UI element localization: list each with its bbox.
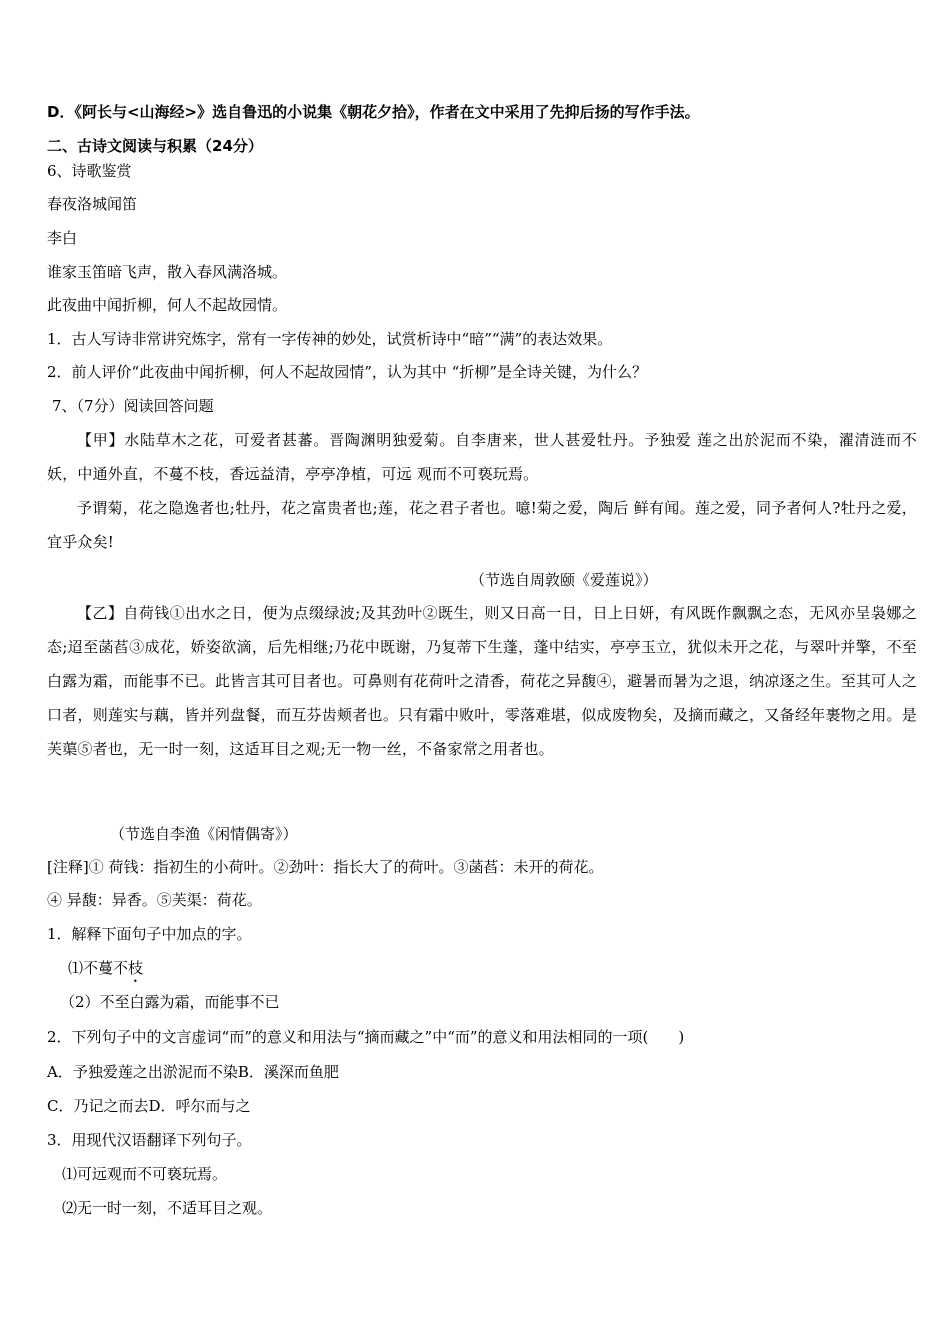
question-6-1: 1．古人写诗非常讲究炼字，常有一字传神的妙处，试赏析诗中“暗”“满”的表达效果。 [47, 330, 613, 348]
question-7-2-options-cd: C．乃记之而去D．呼尔而与之 [47, 1097, 251, 1115]
question-7-1: 1．解释下面句子中加点的字。 [47, 925, 252, 943]
passage-yi-source: （节选自李渔《闲情偶寄》） [110, 825, 298, 843]
passage-jia-paragraph-2: 予谓菊，花之隐逸者也;牡丹，花之富贵者也;莲，花之君子者也。噫!菊之爱，陶后 鲜有闻。莲之爱，同予者何人?牡丹之爱，宜乎众矣! [47, 499, 917, 551]
dotted-character: 枝 [128, 959, 144, 977]
question-7-1-b: （2）不至白露为霜，而能事不已 [60, 993, 280, 1011]
question-6-heading: 6、诗歌鉴赏 [47, 162, 132, 180]
question-7-heading: 7、（7分）阅读回答问题 [52, 397, 214, 415]
question-7-1-a-text: ⑴不蔓不 [68, 959, 129, 977]
poem-title: 春夜洛城闻笛 [47, 195, 138, 213]
question-7-2: 2．下列句子中的文言虚词“而”的意义和用法与“摘而藏之”中“而”的意义和用法相同的一项( ) [47, 1028, 685, 1046]
annotation-line-2: ④ 异馥：异香。⑤芙渠：荷花。 [47, 891, 262, 909]
passage-yi-paragraph: 【乙】自荷钱①出水之日，便为点缀绿波;及其劲叶②既生，则又日高一日，日上日妍，有风既作飘飘之态，无风亦呈袅娜之态;迢至菡萏③成花，娇姿欲滴，后先相继;乃花中既谢，乃复蒂下生蓬，蓬中结实，亭亭玉立，犹似未开之花，与翠叶并擎，不至白露为霜，而能事不已。此皆言其可目者也。可鼻则有花荷叶之清香，荷花之异馥④，避暑而暑为之退，纳凉逐之生。至其可人之口者，则莲实与藕，皆并列盘餐，而互芬齿颊者也。只有霜中败叶，零落难堪，似成废物矣，及摘而藏之，又备经年裹物之用。是芙蕖⑤者也，无一时一刻，这适耳目之观;无一物一丝，不备家常之用者也。 [47, 604, 917, 758]
question-7-1-a [68, 958, 143, 986]
question-7-2-options-ab: A．予独爱莲之出淤泥而不染B．溪深而鱼肥 [47, 1063, 339, 1081]
question-7-3-b: ⑵无一时一刻，不适耳目之观。 [62, 1199, 273, 1217]
annotation-line-1: [注释]① 荷钱：指初生的小荷叶。②劲叶：指长大了的荷叶。③菡萏：未开的荷花。 [47, 858, 604, 876]
question-7-3: 3．用现代汉语翻译下列句子。 [47, 1131, 252, 1149]
poem-line-1: 谁家玉笛暗飞声，散入春风满洛城。 [47, 263, 288, 281]
question-7-3-a: ⑴可远观而不可亵玩焉。 [62, 1165, 228, 1183]
section-heading-2: 二、古诗文阅读与积累（24分） [47, 137, 263, 155]
poem-author: 李白 [47, 229, 78, 247]
poem-line-2: 此夜曲中闻折柳，何人不起故园情。 [47, 296, 288, 314]
question-6-2: 2．前人评价“此夜曲中闻折柳，何人不起故园情”，认为其中 “折柳”是全诗关键，为什么？ [47, 363, 647, 381]
passage-jia-source: （节选自周敦颐《爱莲说》） [470, 571, 658, 589]
option-d: D．《阿长与<山海经>》选自鲁迅的小说集《朝花夕拾》，作者在文中采用了先抑后扬的写作手法。 [47, 103, 700, 121]
passage-jia-paragraph-1: 【甲】水陆草木之花，可爱者甚蕃。晋陶渊明独爱菊。自李唐来，世人甚爱牡丹。予独爱 莲之出於泥而不染，濯清涟而不妖，中通外直，不蔓不枝，香远益清，亭亭净植，可远 观而不可亵玩焉。 [47, 431, 917, 483]
